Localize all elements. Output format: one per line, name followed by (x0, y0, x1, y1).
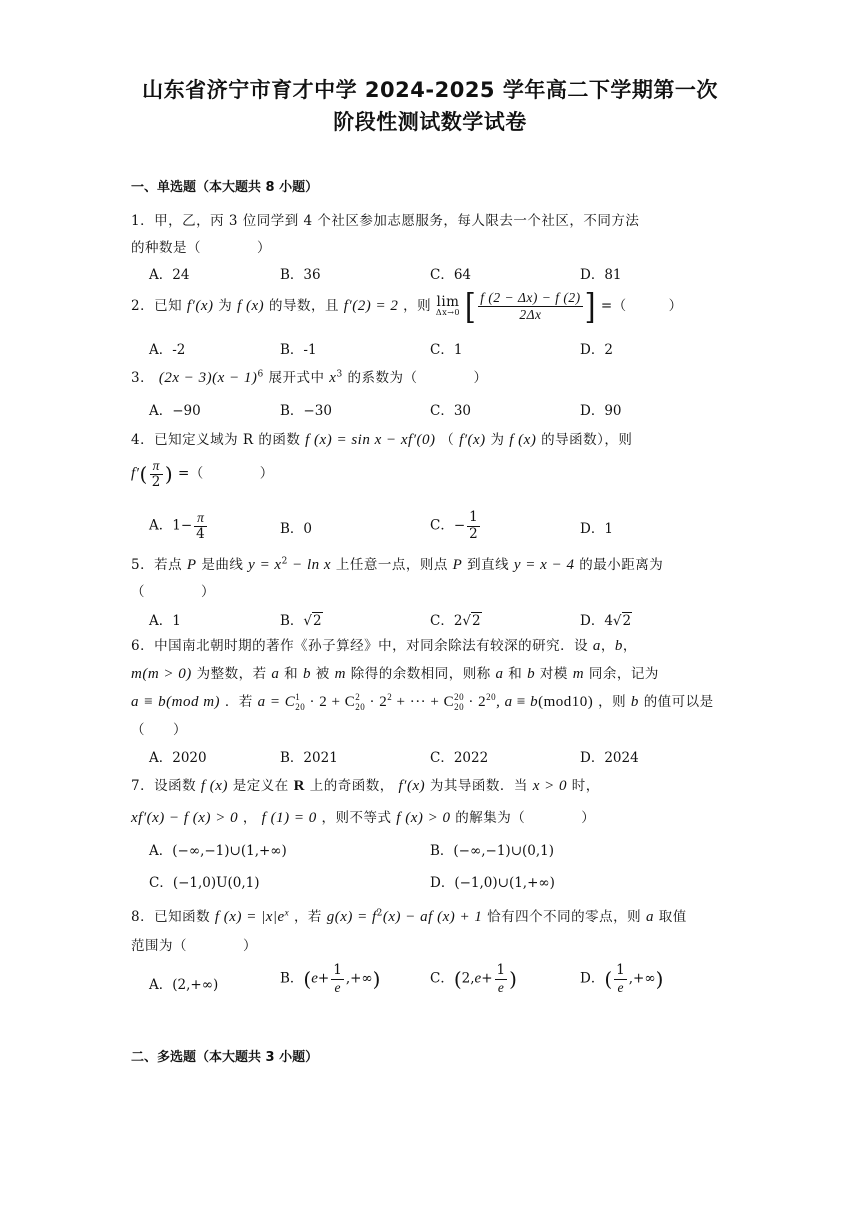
limit-fraction: $\frac{f (2 - \Delta x) - f (2)}{2\Delta x}$ (480, 290, 581, 322)
question-7-option-c[interactable]: C．(−1,0)U(0,1) (149, 875, 260, 891)
question-8-option-a[interactable]: A．(2,+∞) (149, 977, 219, 993)
question-2-option-d[interactable]: D．2 (580, 342, 613, 358)
question-2-stem: 2．已知 f′(x) 为 f (x) 的导数，且 f′(2) = 2 ，则 lim Δx→0 [ $\frac{f (2 - \Delta x) - f (2)}{2\Delta x}$ ] =（ ） (131, 285, 683, 328)
question-4-option-d[interactable]: D．1 (580, 521, 613, 537)
question-6-stem-line-2: m(m > 0) 为整数，若 a 和 b 被 m 除得的余数相同，则称 a 和 b 对模 m 同余，记为 (131, 666, 659, 682)
question-6-option-b[interactable]: B．2021 (280, 750, 338, 766)
question-3-option-b[interactable]: B．−30 (280, 403, 332, 419)
question-5-option-d[interactable]: D．4√2 (580, 613, 632, 629)
question-8-stem-line-1: 8．已知函数 f $(x) = |x|e^x$ ，若 $g(x) = f^2(x)$ − af (x) + 1 恰有四个不同的零点，则 a 取值 (131, 907, 687, 925)
question-3-option-c[interactable]: C．30 (430, 403, 472, 419)
question-4-option-b[interactable]: B．0 (280, 521, 313, 537)
question-7-stem-line-1: 7．设函数 f (x) 是定义在 R 上的奇函数， f′(x) 为其导函数．当 x > 0 时， (131, 778, 600, 794)
section-heading-multi-choice: 二、多选题（本大题共 3 小题） (131, 1050, 319, 1065)
question-4-option-c[interactable]: C．− $\frac{1}{2}$ (430, 509, 478, 542)
question-3-stem: 3． $(2x - 3)(x - 1)^6$ 展开式中 $x^3$ 的系数为（ ） (131, 369, 488, 386)
question-1-stem-line-2: 的种数是（ ） (131, 240, 271, 256)
question-5-option-a[interactable]: A．1 (149, 613, 181, 629)
question-6-stem-line-3: a ≡ b(mod m) ．若 $a = C^1_{20} \cdot 2 + C^2_{20} \cdot 2^2$ + ··· + $C^{20}_{20} \cdot 2^{20}$, a ≡ b(mod10) ，则 b 的值可以是 (131, 692, 714, 712)
question-5-stem-line-2: （ ） (131, 584, 215, 600)
question-5-stem-line-1: 5．若点 P 是曲线 $y = x^2 - \ln x$ 上任意一点，则点 P 到直线 y = x − 4 的最小距离为 (131, 556, 664, 573)
question-6-option-c[interactable]: C．2022 (430, 750, 489, 766)
question-8-option-c[interactable]: C．(2,e+ $\frac{1}{e}$ ) (430, 962, 517, 995)
question-1-option-c[interactable]: C．64 (430, 267, 472, 283)
question-6-stem-line-4: （ ） (131, 722, 187, 738)
question-6-option-a[interactable]: A．2020 (149, 750, 207, 766)
question-2-option-a[interactable]: A．-2 (149, 342, 186, 358)
question-1-option-b[interactable]: B．36 (280, 267, 321, 283)
question-3-option-a[interactable]: A．−90 (149, 403, 201, 419)
question-6-stem-line-1: 6．中国南北朝时期的著作《孙子算经》中，对同余除法有较深的研究．设 a，b， (131, 638, 637, 654)
question-4-stem-line-2: f′( $\frac{\pi}{2}$ ) =（ ） (131, 458, 274, 490)
question-8-option-d[interactable]: D．( $\frac{1}{e}$ ,+∞) (580, 962, 664, 995)
question-7-option-b[interactable]: B．(−∞,−1)∪(0,1) (430, 843, 555, 859)
question-5-option-b[interactable]: B．√2 (280, 613, 322, 629)
exam-title-line-2: 阶段性测试数学试卷 (333, 110, 527, 134)
question-1-stem-line-1: 1．甲，乙，丙 3 位同学到 4 个社区参加志愿服务，每人限去一个社区，不同方法 (131, 213, 640, 229)
exam-title-line-1: 山东省济宁市育才中学 2024-2025 学年高二下学期第一次 (142, 78, 718, 102)
section-heading-single-choice: 一、单选题（本大题共 8 小题） (131, 180, 319, 195)
question-7-stem-line-2: xf′(x) − f (x) > 0 ， f (1) = 0 ，则不等式 f (x) > 0 的解集为（ ） (131, 810, 596, 826)
question-1-option-a[interactable]: A．24 (149, 267, 190, 283)
question-7-option-a[interactable]: A．(−∞,−1)∪(1,+∞) (149, 843, 287, 859)
question-6-option-d[interactable]: D．2024 (580, 750, 639, 766)
question-4-stem-line-1: 4．已知定义域为 R 的函数 f (x) = sin x − xf′(0) （ f′(x) 为 f (x) 的导函数），则 (131, 432, 633, 448)
question-1-option-d[interactable]: D．81 (580, 267, 622, 283)
question-4-option-a[interactable]: A．1− $\frac{\pi}{4}$ (149, 510, 205, 542)
question-5-option-c[interactable]: C．2√2 (430, 613, 481, 629)
question-3-option-d[interactable]: D．90 (580, 403, 622, 419)
question-8-stem-line-2: 范围为（ ） (131, 938, 257, 954)
question-2-option-b[interactable]: B．-1 (280, 342, 317, 358)
limit-operator: lim Δx→0 (435, 293, 461, 318)
question-7-option-d[interactable]: D．(−1,0)∪(1,+∞) (430, 875, 555, 891)
question-8-option-b[interactable]: B．(e+ $\frac{1}{e}$ ,+∞) (280, 962, 381, 995)
question-2-option-c[interactable]: C．1 (430, 342, 463, 358)
